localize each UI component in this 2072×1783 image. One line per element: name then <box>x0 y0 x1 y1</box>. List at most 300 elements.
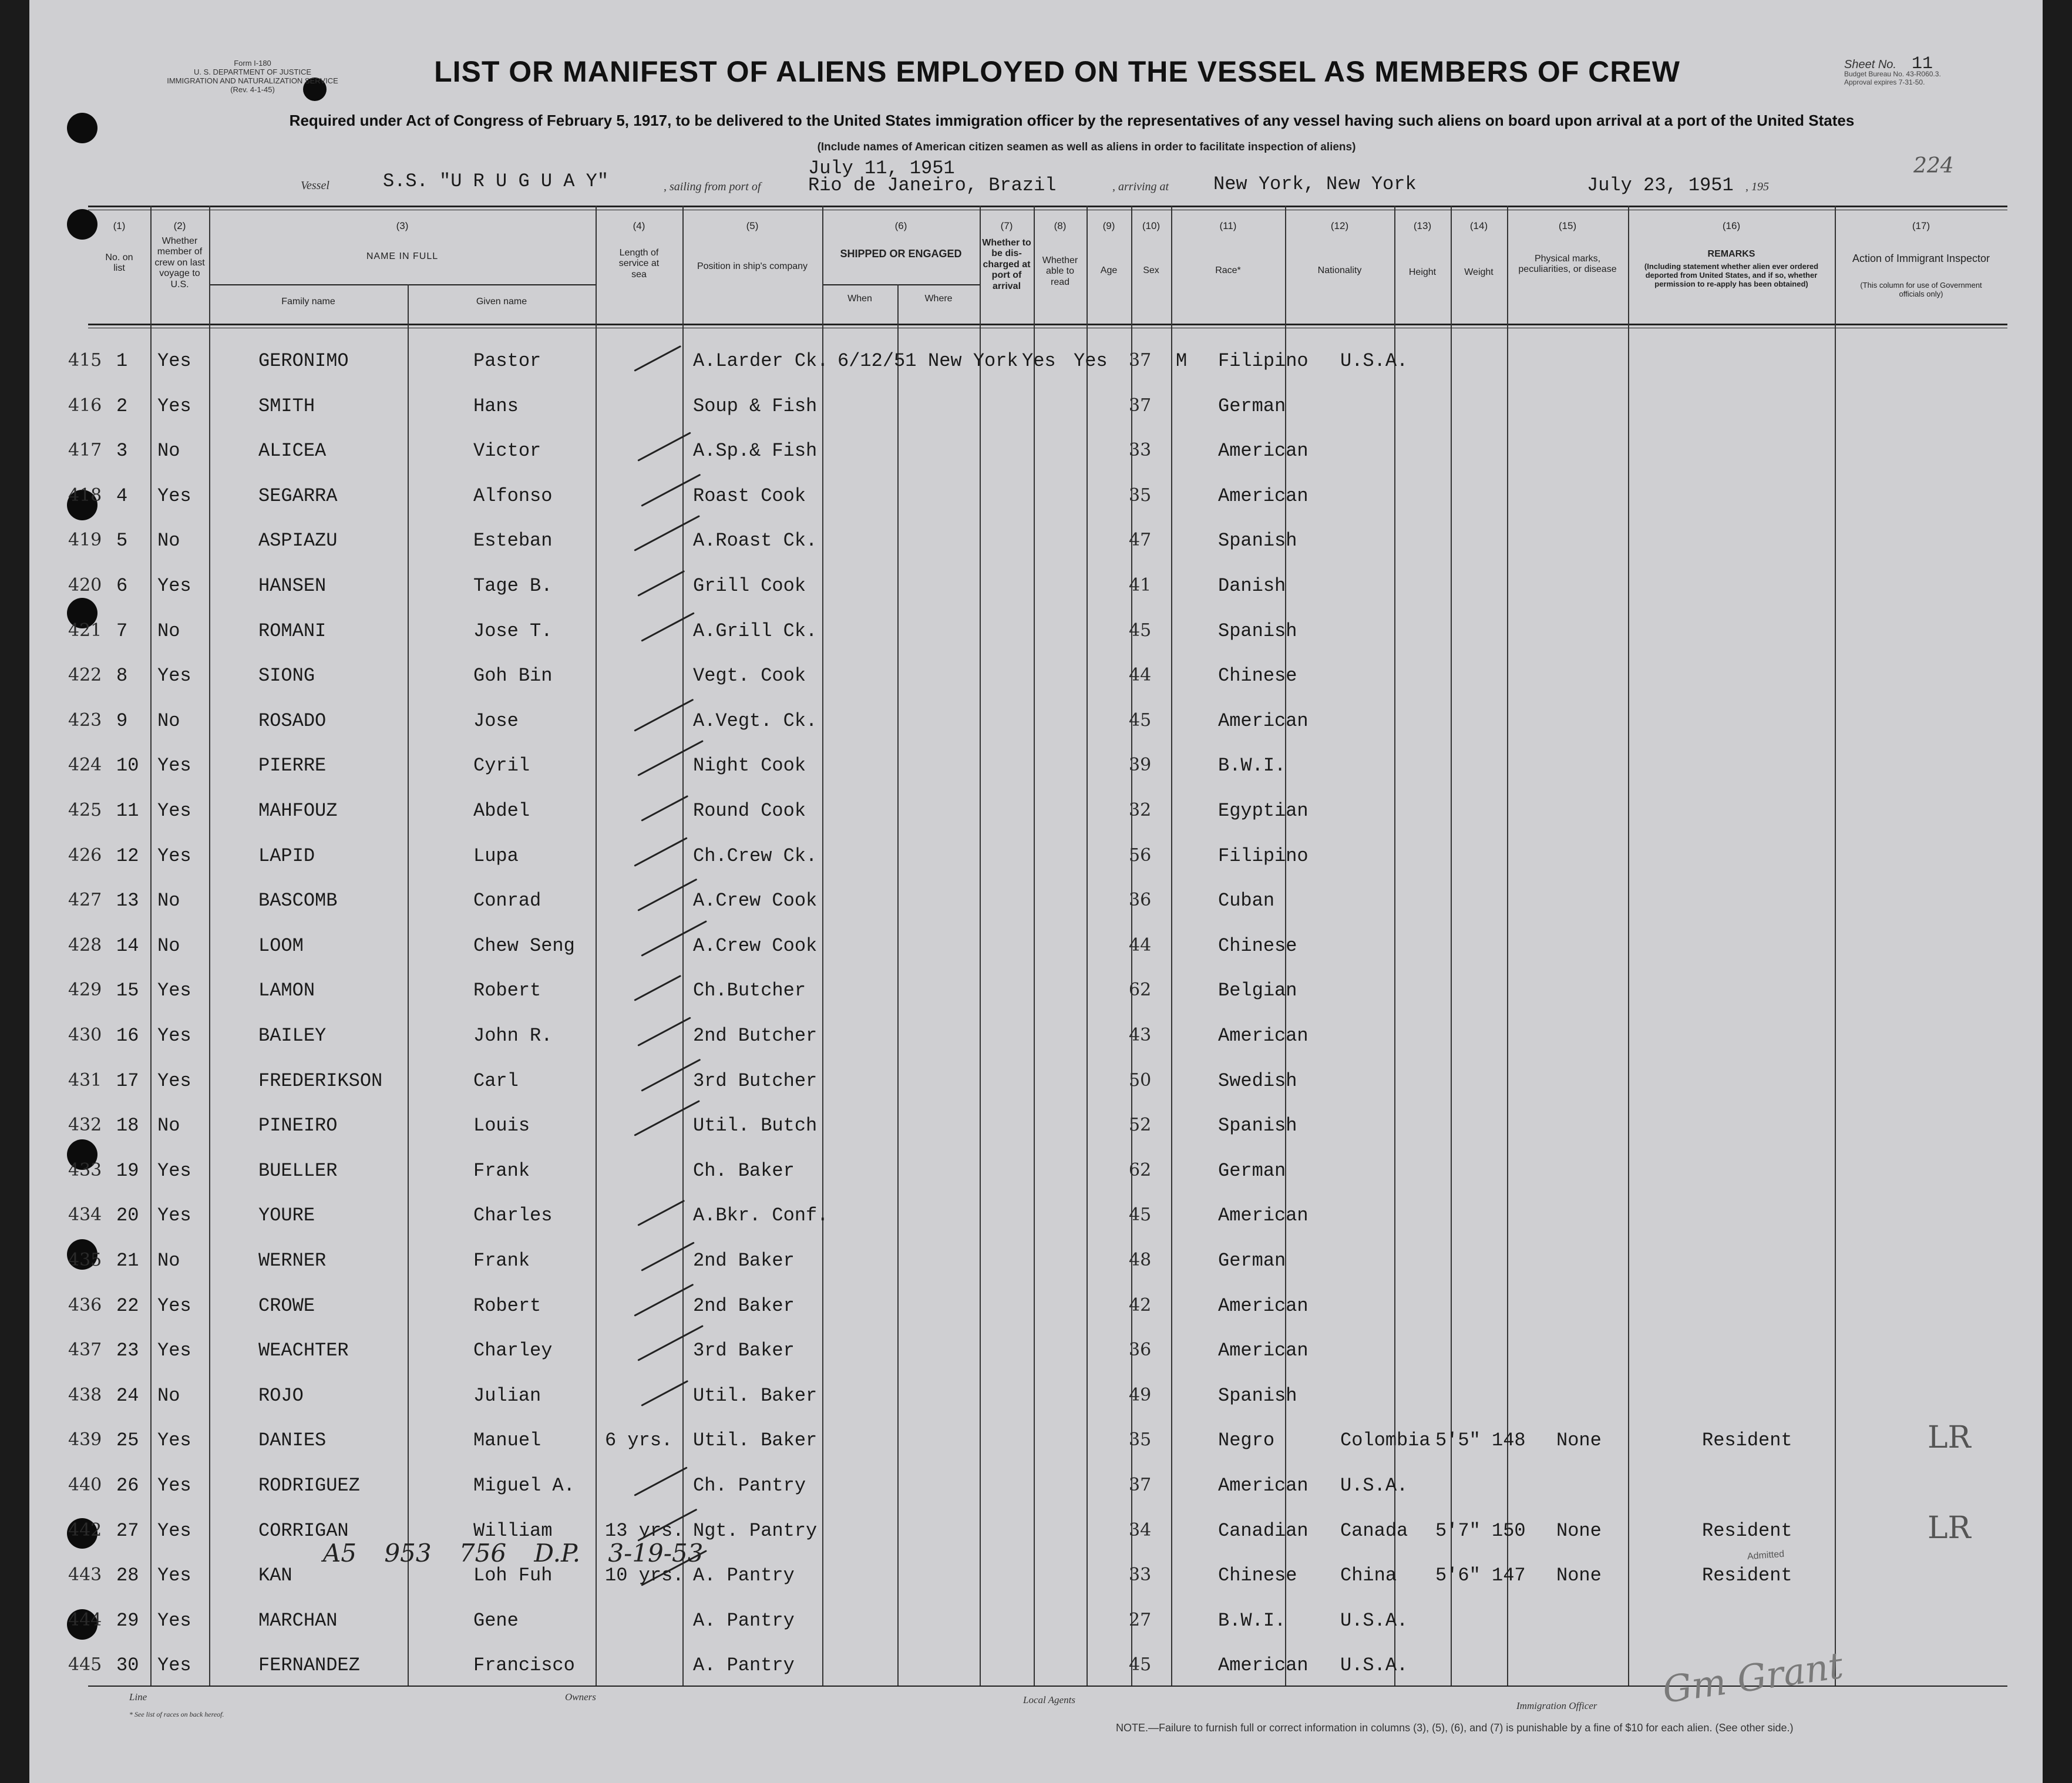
col4-label: Length of service at sea <box>618 248 660 280</box>
row-reference-number: 421 <box>68 620 102 641</box>
race-cell: Danish <box>1218 575 1286 597</box>
weight-cell: 147 <box>1492 1565 1526 1587</box>
given-name-cell: Hans <box>473 395 519 417</box>
row-number: 28 <box>116 1565 139 1587</box>
row-reference-number: 434 <box>68 1205 102 1226</box>
row-number: 17 <box>116 1069 139 1092</box>
race-cell: Cuban <box>1218 890 1275 912</box>
position-cell: Soup & Fish <box>693 395 818 417</box>
age-cell: 36 <box>1129 1340 1152 1361</box>
family-name-cell: WEACHTER <box>258 1340 349 1362</box>
position-cell: 2nd Baker <box>693 1294 795 1317</box>
row-number: 3 <box>116 440 128 462</box>
col5-label: Position in ship's company <box>697 261 808 271</box>
position-cell: A.Grill Ck. <box>693 620 818 642</box>
name-subheader-rule <box>209 284 596 285</box>
row-reference-number: 435 <box>68 1250 102 1270</box>
family-name-cell: SEGARRA <box>258 485 338 507</box>
position-cell: Ch.Butcher <box>693 980 806 1002</box>
family-name-cell: KAN <box>258 1565 292 1587</box>
arriving-port: New York, New York <box>1213 173 1417 195</box>
col3-family-label: Family name <box>281 297 335 307</box>
row-number: 11 <box>116 800 139 822</box>
col9-num: (9) <box>1102 220 1115 231</box>
family-name-cell: ALICEA <box>258 440 327 462</box>
age-cell: 62 <box>1129 1159 1152 1180</box>
age-cell: 37 <box>1129 1475 1152 1495</box>
given-name-cell: Francisco <box>473 1654 575 1677</box>
prior-voyage-cell: Yes <box>157 1609 191 1631</box>
prior-voyage-cell: Yes <box>157 485 191 507</box>
col12-label: Nationality <box>1317 265 1362 275</box>
row-reference-number: 433 <box>68 1159 102 1180</box>
inspector-action-cell: LR <box>1928 1420 1971 1456</box>
row-number: 25 <box>116 1429 139 1452</box>
row-reference-number: 418 <box>68 485 102 506</box>
remarks-cell: Resident <box>1702 1429 1792 1452</box>
given-name-cell: Jose <box>473 709 519 732</box>
age-cell: 36 <box>1129 890 1152 911</box>
race-cell: B.W.I. <box>1218 1609 1286 1631</box>
race-cell: Chinese <box>1218 1565 1297 1587</box>
row-reference-number: 423 <box>68 709 102 731</box>
given-name-cell: Loh Fuh <box>473 1565 553 1587</box>
col8-label: Whether able to read <box>1042 255 1078 287</box>
remarks-cell: Resident <box>1702 1565 1792 1587</box>
prior-voyage-cell: Yes <box>157 575 191 597</box>
table-row <box>29 1150 2043 1196</box>
age-cell: 49 <box>1129 1384 1152 1405</box>
col16-num: (16) <box>1722 220 1741 231</box>
col16-note: (Including statement whether alien ever ordered deported from United States, and if so, whether permission to re-apply has been obtained) <box>1644 262 1819 288</box>
family-name-cell: YOURE <box>258 1205 315 1227</box>
table-row <box>29 1105 2043 1150</box>
budget-bureau: Budget Bureau No. 43-R060.3. <box>1844 70 1941 78</box>
row-reference-number: 432 <box>68 1115 102 1136</box>
col7-label: Whether to be dis-charged at port of arrival <box>982 238 1031 291</box>
position-cell: Ch. Pantry <box>693 1475 806 1496</box>
family-name-cell: HANSEN <box>258 575 327 597</box>
position-cell: Vegt. Cook <box>693 665 806 687</box>
col17-num: (17) <box>1912 220 1930 231</box>
table-row <box>29 341 2043 386</box>
given-name-cell: Carl <box>473 1069 519 1092</box>
position-cell: Ch. Baker <box>693 1159 795 1182</box>
age-cell: 33 <box>1129 440 1152 461</box>
vessel-label: Vessel <box>301 179 329 192</box>
row-reference-number: 425 <box>68 800 102 820</box>
table-row <box>29 1286 2043 1331</box>
col16-label: REMARKS <box>1707 249 1755 259</box>
age-cell: 37 <box>1129 395 1152 416</box>
given-name-cell: Frank <box>473 1159 530 1182</box>
row-reference-number: 440 <box>68 1475 102 1495</box>
family-name-cell: PINEIRO <box>258 1115 338 1137</box>
table-row <box>29 430 2043 476</box>
prior-voyage-cell: No <box>157 620 180 642</box>
given-name-cell: Jose T. <box>473 620 553 642</box>
document-title: LIST OR MANIFEST OF ALIENS EMPLOYED ON THE VESSEL AS MEMBERS OF CREW <box>434 55 1680 88</box>
footer-races-note: * See list of races on back hereof. <box>129 1710 224 1718</box>
table-row <box>29 1195 2043 1240</box>
family-name-cell: CORRIGAN <box>258 1519 349 1542</box>
position-cell: Util. Baker <box>693 1384 818 1407</box>
prior-voyage-cell: Yes <box>157 1340 191 1362</box>
service-length-cell: 10 yrs. <box>605 1565 684 1587</box>
prior-voyage-cell: No <box>157 709 180 732</box>
row-number: 27 <box>116 1519 139 1542</box>
given-name-cell: Julian <box>473 1384 541 1407</box>
row-reference-number: 428 <box>68 934 102 956</box>
position-cell: Round Cook <box>693 800 806 822</box>
position-cell: Ngt. Pantry <box>693 1519 818 1542</box>
given-name-cell: Cyril <box>473 755 530 777</box>
row-reference-number: 438 <box>68 1384 102 1405</box>
position-cell: A.Vegt. Ck. <box>693 709 818 732</box>
age-cell: 47 <box>1129 530 1152 551</box>
age-cell: 44 <box>1129 934 1152 956</box>
age-cell: 62 <box>1129 980 1152 1001</box>
position-cell: A.Roast Ck. <box>693 530 818 552</box>
row-number: 16 <box>116 1025 139 1047</box>
footer-local-agents-label: Local Agents <box>1023 1694 1075 1705</box>
given-name-cell: Louis <box>473 1115 530 1137</box>
prior-voyage-cell: Yes <box>157 1565 191 1587</box>
height-cell: 5'7" <box>1435 1519 1481 1542</box>
col11-num: (11) <box>1219 220 1237 231</box>
form-rev: (Rev. 4-1-45) <box>230 85 275 94</box>
position-cell: A.Sp.& Fish <box>693 440 818 462</box>
prior-voyage-cell: Yes <box>157 1654 191 1677</box>
col6-num: (6) <box>894 220 907 231</box>
age-cell: 32 <box>1129 800 1152 820</box>
table-row <box>29 1600 2043 1646</box>
prior-voyage-cell: Yes <box>157 1475 191 1496</box>
col10-num: (10) <box>1142 220 1161 231</box>
row-reference-number: 417 <box>68 440 102 461</box>
race-cell: Canadian <box>1218 1519 1309 1542</box>
given-name-cell: John R. <box>473 1025 553 1047</box>
admitted-stamp-text: Admitted <box>1747 1549 1785 1562</box>
race-cell: American <box>1218 1340 1309 1362</box>
family-name-cell: SMITH <box>258 395 315 417</box>
position-cell: 3rd Baker <box>693 1340 795 1362</box>
given-name-cell: Gene <box>473 1609 519 1631</box>
race-cell: Chinese <box>1218 934 1297 957</box>
row-reference-number: 420 <box>68 575 102 596</box>
row-reference-number: 419 <box>68 530 102 551</box>
row-reference-number: 416 <box>68 395 102 416</box>
form-number: Form I-180 <box>234 59 271 68</box>
given-name-cell: Goh Bin <box>473 665 553 687</box>
prior-voyage-cell: Yes <box>157 800 191 822</box>
row-number: 26 <box>116 1475 139 1496</box>
row-number: 20 <box>116 1205 139 1227</box>
table-row <box>29 1330 2043 1375</box>
race-cell: American <box>1218 709 1309 732</box>
row-reference-number: 424 <box>68 755 102 776</box>
prior-voyage-cell: Yes <box>157 665 191 687</box>
col9-label: Age <box>1100 265 1118 275</box>
col13-label: Height <box>1408 267 1437 277</box>
family-name-cell: CROWE <box>258 1294 315 1317</box>
family-name-cell: GERONIMO <box>258 350 349 372</box>
family-name-cell: WERNER <box>258 1250 327 1271</box>
col4-num: (4) <box>633 220 645 231</box>
given-name-cell: Lupa <box>473 845 519 867</box>
table-row <box>29 836 2043 881</box>
race-cell: Spanish <box>1218 1115 1297 1137</box>
col1-num: (1) <box>113 220 126 231</box>
prior-voyage-cell: Yes <box>157 1519 191 1542</box>
age-cell: 48 <box>1129 1250 1152 1270</box>
table-row <box>29 611 2043 656</box>
prior-voyage-cell: Yes <box>157 1025 191 1047</box>
race-cell: Filipino <box>1218 350 1309 372</box>
row-number: 19 <box>116 1159 139 1182</box>
officer-signature: Gm Grant <box>1660 1643 1846 1712</box>
page-number: 224 <box>1913 154 1954 178</box>
row-number: 14 <box>116 934 139 957</box>
col10-label: Sex <box>1143 265 1159 275</box>
row-number: 6 <box>116 575 128 597</box>
manifest-document <box>29 0 2043 1783</box>
col6-label: SHIPPED OR ENGAGED <box>840 248 962 260</box>
table-row <box>29 790 2043 836</box>
row-reference-number: 430 <box>68 1025 102 1045</box>
vessel-name: S.S. "U R U G U A Y" <box>383 170 609 192</box>
position-cell: Ch.Crew Ck. <box>693 845 818 867</box>
footer-owners-label: Owners <box>565 1691 596 1703</box>
form-department: U. S. DEPARTMENT OF JUSTICE <box>193 68 312 76</box>
position-cell: A.Bkr. Conf. <box>693 1205 829 1227</box>
col2-label: Whether member of crew on last voyage to U.S. <box>154 236 205 290</box>
race-cell: German <box>1218 1250 1286 1271</box>
height-cell: 5'5" <box>1435 1429 1481 1452</box>
weight-cell: 148 <box>1492 1429 1526 1452</box>
corrigan-annotation: A5 953 756 D.P. 3-19-53 <box>323 1539 704 1567</box>
table-row <box>29 880 2043 926</box>
prior-voyage-cell: Yes <box>157 980 191 1002</box>
footer-line-label: Line <box>129 1691 147 1703</box>
row-reference-number: 443 <box>68 1565 102 1586</box>
prior-voyage-cell: No <box>157 1384 180 1407</box>
row-number: 7 <box>116 620 128 642</box>
age-cell: 44 <box>1129 665 1152 686</box>
col13-num: (13) <box>1413 220 1432 231</box>
prior-voyage-cell: Yes <box>157 1294 191 1317</box>
family-name-cell: ROMANI <box>258 620 327 642</box>
given-name-cell: Robert <box>473 1294 541 1317</box>
col14-num: (14) <box>1469 220 1488 231</box>
race-cell: American <box>1218 1205 1309 1227</box>
row-number: 12 <box>116 845 139 867</box>
document-subtitle-note: (Include names of American citizen seamen as well as aliens in order to facilitate inspection of aliens) <box>817 141 1356 153</box>
row-number: 22 <box>116 1294 139 1317</box>
shipped-subheader-rule <box>822 284 980 285</box>
race-cell: American <box>1218 440 1309 462</box>
table-row <box>29 926 2043 971</box>
prior-voyage-cell: No <box>157 530 180 552</box>
race-cell: Spanish <box>1218 530 1297 552</box>
race-cell: Chinese <box>1218 665 1297 687</box>
race-cell: American <box>1218 1294 1309 1317</box>
given-name-cell: Frank <box>473 1250 530 1271</box>
prior-voyage-cell: Yes <box>157 395 191 417</box>
row-number: 18 <box>116 1115 139 1137</box>
prior-voyage-cell: No <box>157 1115 180 1137</box>
given-name-cell: William <box>473 1519 553 1542</box>
row-number: 21 <box>116 1250 139 1271</box>
position-cell: A. Pantry <box>693 1609 795 1631</box>
position-cell: Night Cook <box>693 755 806 777</box>
form-service: IMMIGRATION AND NATURALIZATION SERVICE <box>167 76 338 85</box>
family-name-cell: BAILEY <box>258 1025 327 1047</box>
family-name-cell: SIONG <box>258 665 315 687</box>
table-row <box>29 476 2043 521</box>
row-number: 2 <box>116 395 128 417</box>
family-name-cell: BASCOMB <box>258 890 338 912</box>
row-reference-number: 437 <box>68 1340 102 1361</box>
family-name-cell: LAMON <box>258 980 315 1002</box>
row-reference-number: 415 <box>68 350 102 371</box>
row-reference-number: 426 <box>68 845 102 866</box>
row-number: 24 <box>116 1384 139 1407</box>
row-number: 13 <box>116 890 139 912</box>
age-cell: 56 <box>1129 845 1152 866</box>
row-number: 23 <box>116 1340 139 1362</box>
race-cell: American <box>1218 1025 1309 1047</box>
given-name-cell: Charley <box>473 1340 553 1362</box>
remarks-cell: Resident <box>1702 1519 1792 1542</box>
position-cell: A.Larder Ck. <box>693 350 829 372</box>
row-reference-number: 444 <box>68 1609 102 1630</box>
family-name-cell: PIERRE <box>258 755 327 777</box>
shipped-where-cell: New York <box>928 350 1018 372</box>
given-name-cell: Charles <box>473 1205 553 1227</box>
position-cell: A.Crew Cook <box>693 934 818 957</box>
given-name-cell: Miguel A. <box>473 1475 575 1496</box>
prior-voyage-cell: No <box>157 934 180 957</box>
given-name-cell: Conrad <box>473 890 541 912</box>
given-name-cell: Manuel <box>473 1429 541 1452</box>
col14-label: Weight <box>1464 267 1494 277</box>
col5-num: (5) <box>746 220 759 231</box>
family-name-cell: ROSADO <box>258 709 327 732</box>
row-reference-number: 431 <box>68 1069 102 1091</box>
inspector-action-cell: LR <box>1928 1510 1971 1546</box>
family-name-cell: ASPIAZU <box>258 530 338 552</box>
race-cell: American <box>1218 1654 1309 1677</box>
col15-num: (15) <box>1558 220 1577 231</box>
family-name-cell: LOOM <box>258 934 304 957</box>
family-name-cell: FERNANDEZ <box>258 1654 360 1677</box>
col7-num: (7) <box>1000 220 1013 231</box>
row-reference-number: 429 <box>68 980 102 1001</box>
given-name-cell: Abdel <box>473 800 530 822</box>
nationality-cell: U.S.A. <box>1340 1475 1408 1496</box>
sheet-number: 11 <box>1911 54 1933 74</box>
service-length-cell: 6 yrs. <box>605 1429 673 1452</box>
age-cell: 45 <box>1129 709 1152 731</box>
age-cell: 50 <box>1129 1069 1152 1091</box>
race-cell: German <box>1218 395 1286 417</box>
position-cell: Roast Cook <box>693 485 806 507</box>
race-cell: B.W.I. <box>1218 755 1286 777</box>
row-number: 4 <box>116 485 128 507</box>
age-cell: 41 <box>1129 575 1152 596</box>
race-cell: American <box>1218 485 1309 507</box>
arriving-label: , arriving at <box>1112 180 1169 193</box>
family-name-cell: DANIES <box>258 1429 327 1452</box>
row-reference-number: 439 <box>68 1429 102 1451</box>
col11-label: Race* <box>1215 265 1241 275</box>
position-cell: Util. Butch <box>693 1115 818 1137</box>
given-name-cell: Pastor <box>473 350 541 372</box>
arrival-date: July 23, 1951 <box>1587 174 1734 196</box>
given-name-cell: Robert <box>473 980 541 1002</box>
sheet-label: Sheet No. <box>1844 58 1896 71</box>
weight-cell: 150 <box>1492 1519 1526 1542</box>
prior-voyage-cell: Yes <box>157 1159 191 1182</box>
table-row <box>29 1375 2043 1421</box>
row-number: 8 <box>116 665 128 687</box>
position-cell: 3rd Butcher <box>693 1069 818 1092</box>
given-name-cell: Alfonso <box>473 485 553 507</box>
race-cell: Filipino <box>1218 845 1309 867</box>
table-row <box>29 1240 2043 1286</box>
given-name-cell: Tage B. <box>473 575 553 597</box>
row-reference-number: 445 <box>68 1654 102 1676</box>
given-name-cell: Victor <box>473 440 541 462</box>
table-top-rule <box>88 206 2007 207</box>
form-info <box>135 59 370 94</box>
header-bottom-rule <box>88 324 2007 325</box>
approval-expires: Approval expires 7-31-50. <box>1844 78 1925 86</box>
position-cell: 2nd Baker <box>693 1250 795 1271</box>
sailing-label: , sailing from port of <box>664 180 761 193</box>
given-name-cell: Chew Seng <box>473 934 575 957</box>
age-cell: 33 <box>1129 1565 1152 1586</box>
col3-label: NAME IN FULL <box>366 251 439 261</box>
family-name-cell: FREDERIKSON <box>258 1069 383 1092</box>
prior-voyage-cell: Yes <box>157 845 191 867</box>
row-reference-number: 442 <box>68 1519 102 1540</box>
height-cell: 5'6" <box>1435 1565 1481 1587</box>
race-cell: Egyptian <box>1218 800 1309 822</box>
race-cell: American <box>1218 1475 1309 1496</box>
col1-label: No. on list <box>105 253 133 274</box>
document-subtitle: Required under Act of Congress of February 5, 1917, to be delivered to the United States immigration officer by the representatives of any vessel having such aliens on board upon arrival at a port of the United States <box>289 112 1855 129</box>
row-number: 5 <box>116 530 128 552</box>
table-row <box>29 520 2043 566</box>
col12-num: (12) <box>1330 220 1349 231</box>
physical-marks-cell: None <box>1556 1429 1602 1452</box>
race-cell: German <box>1218 1159 1286 1182</box>
col3-given-label: Given name <box>476 297 527 307</box>
col17-note: (This column for use of Government officials only) <box>1860 281 1982 298</box>
race-cell: Spanish <box>1218 620 1297 642</box>
row-number: 30 <box>116 1654 139 1677</box>
row-reference-number: 436 <box>68 1294 102 1316</box>
age-cell: 27 <box>1129 1609 1152 1630</box>
family-name-cell: LAPID <box>258 845 315 867</box>
table-row <box>29 1061 2043 1106</box>
table-row <box>29 745 2043 790</box>
col15-label: Physical marks, peculiarities, or disease <box>1518 254 1617 275</box>
prior-voyage-cell: Yes <box>157 1429 191 1452</box>
table-row <box>29 386 2043 431</box>
